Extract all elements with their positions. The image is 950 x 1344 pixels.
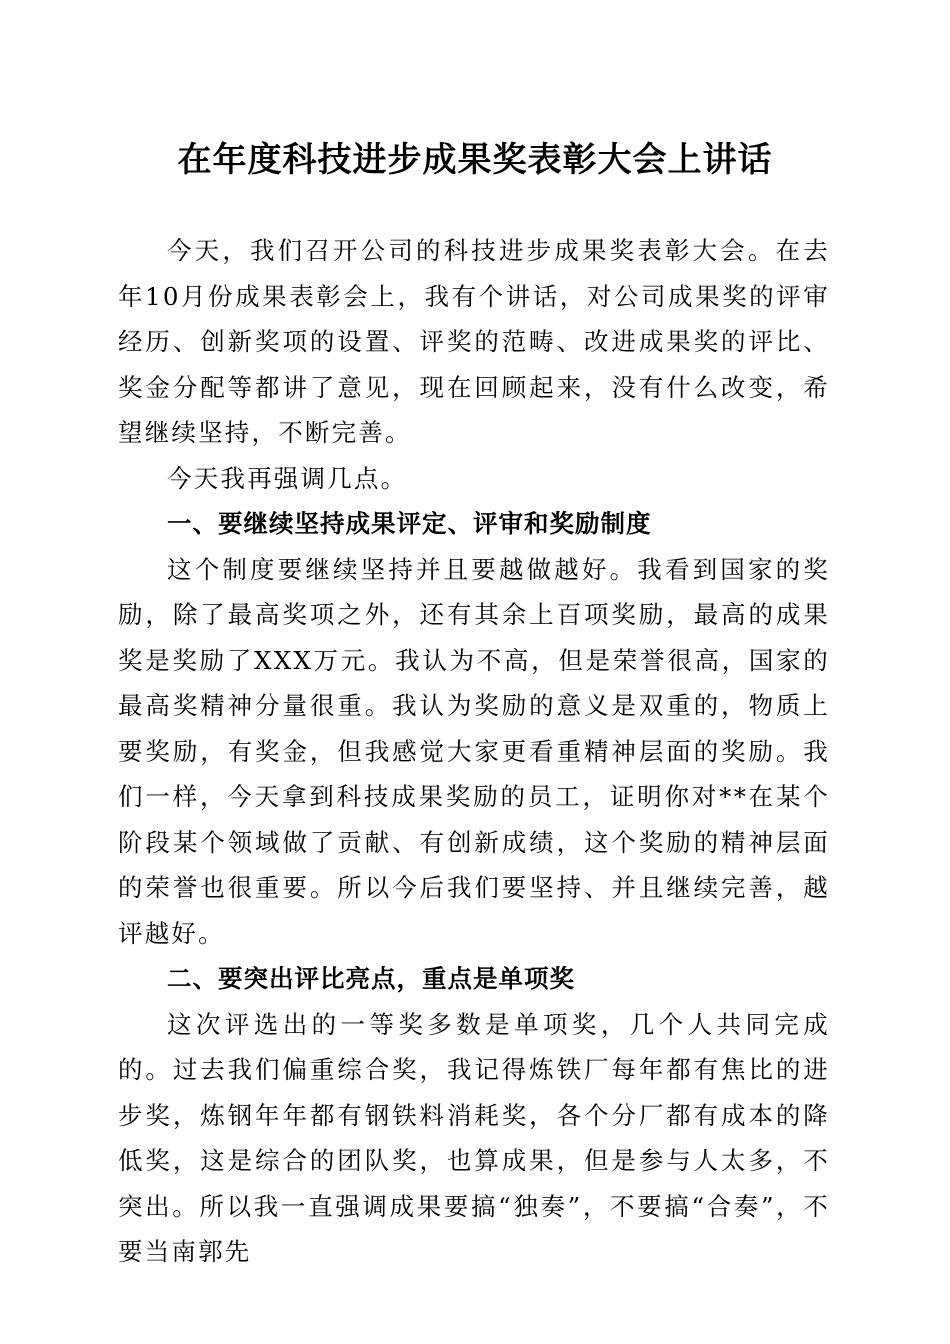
paragraph-section-1: 这个制度要继续坚持并且要越做越好。我看到国家的奖励，除了最高奖项之外，还有其余上百项奖励，最高的成果奖是奖励了XXX万元。我认为不高，但是荣誉很高，国家的最高奖精神分量很重。我认为奖励的意义是双重的，物质上要奖励，有奖金，但我感觉大家更看重精神层面的奖励。我们一样，今天拿到科技成果奖励的员工，证明你对**在某个阶段某个领域做了贡献、有创新成绩，这个奖励的精神层面的荣誉也很重要。所以今后我们要坚持、并且继续完善，越评越好。 [118, 554, 830, 948]
paragraph-emphasis-intro: 今天我再强调几点。 [167, 463, 408, 493]
paragraph-opening: 今天，我们召开公司的科技进步成果奖表彰大会。在去年10月份成果表彰会上，我有个讲话，对公司成果奖的评审经历、创新奖项的设置、评奖的范畴、改进成果奖的评比、奖金分配等都讲了意见，现在回顾起来，没有什么改变，希望继续坚持，不断完善。 [118, 236, 830, 447]
paragraph-section-2: 这次评选出的一等奖多数是单项奖，几个人共同完成的。过去我们偏重综合奖，我记得炼铁厂每年都有焦比的进步奖，炼钢年年都有钢铁料消耗奖，各个分厂都有成本的降低奖，这是综合的团队奖，也算成果，但是参与人太多，不突出。所以我一直强调成果要搞“独奏”，不要搞“合奏”，不要当南郭先 [118, 1009, 830, 1266]
section-heading-2: 二、要突出评比亮点，重点是单项奖 [167, 964, 575, 993]
document-title: 在年度科技进步成果奖表彰大会上讲话 [177, 140, 773, 180]
document-body [118, 228, 830, 1275]
section-heading-1: 一、要继续坚持成果评定、评审和奖励制度 [167, 509, 652, 538]
